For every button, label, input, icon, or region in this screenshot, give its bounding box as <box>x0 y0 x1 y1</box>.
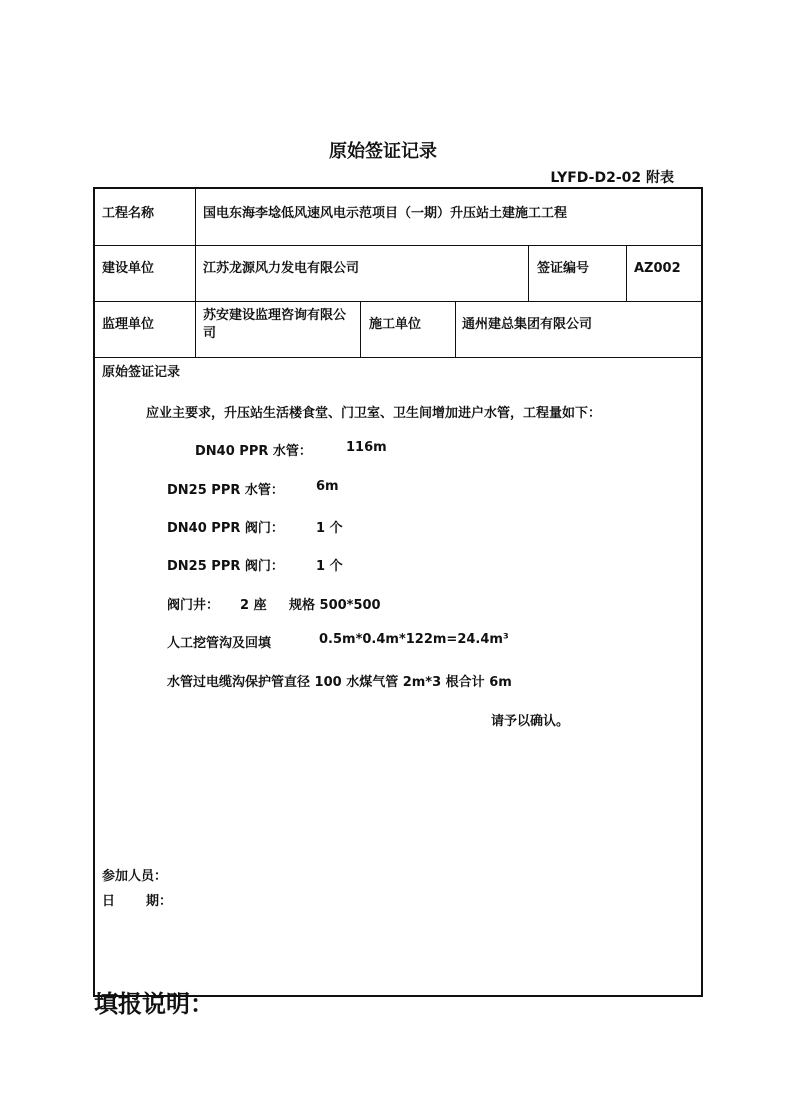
item-quantity: 0.5m*0.4m*122m=24.4m³ <box>319 632 509 647</box>
item-spec: 规格 500*500 <box>289 598 381 613</box>
column-divider <box>455 301 456 357</box>
item-name: 阀门井： <box>167 598 220 613</box>
contractor-label: 施工单位 <box>369 317 422 332</box>
item-name: DN40 PPR 阀门： <box>167 521 284 536</box>
column-divider <box>528 245 529 301</box>
item-quantity: 1 个 <box>316 521 343 536</box>
row-divider <box>95 301 701 302</box>
document-title: 原始签证记录 <box>329 141 437 162</box>
column-divider <box>195 189 196 357</box>
record-table <box>93 187 703 997</box>
date-label-first: 日 <box>102 894 116 909</box>
column-divider <box>626 245 627 301</box>
supervisor-label: 监理单位 <box>102 317 155 332</box>
record-section-label: 原始签证记录 <box>102 365 181 380</box>
date-label-second: 期： <box>146 894 173 909</box>
contractor-value: 通州建总集团有限公司 <box>462 317 593 332</box>
row-divider <box>95 357 701 358</box>
item-quantity: 116m <box>346 440 387 455</box>
record-intro: 应业主要求，升压站生活楼食堂、门卫室、卫生间增加进户水管，工程量如下： <box>146 406 602 421</box>
form-number: LYFD-D2-02 附表 <box>550 170 674 186</box>
visa-number-label: 签证编号 <box>537 261 590 276</box>
item-quantity: 6m <box>316 479 339 494</box>
filling-instructions-heading: 填报说明： <box>94 990 214 1018</box>
visa-number-value: AZ002 <box>634 261 681 276</box>
project-name-value: 国电东海李埝低风速风电示范项目（一期）升压站土建施工工程 <box>203 206 568 221</box>
item-name: DN40 PPR 水管： <box>195 444 312 459</box>
item-name: DN25 PPR 水管： <box>167 483 284 498</box>
item-name: 人工挖管沟及回填 <box>167 636 272 651</box>
column-divider <box>360 301 361 357</box>
item-name: 水管过电缆沟保护管直径 100 水煤气管 2m*3 根合计 6m <box>167 675 512 690</box>
item-quantity: 2 座 <box>240 598 267 613</box>
item-quantity: 1 个 <box>316 559 343 574</box>
participants-label: 参加人员： <box>102 869 168 884</box>
project-name-label: 工程名称 <box>102 206 155 221</box>
item-name: DN25 PPR 阀门： <box>167 559 284 574</box>
builder-value: 江苏龙源风力发电有限公司 <box>203 261 360 276</box>
supervisor-value: 苏安建设监理咨询有限公司 <box>203 308 347 341</box>
builder-label: 建设单位 <box>102 261 155 276</box>
closing-text: 请予以确认。 <box>491 714 570 729</box>
row-divider <box>95 245 701 246</box>
